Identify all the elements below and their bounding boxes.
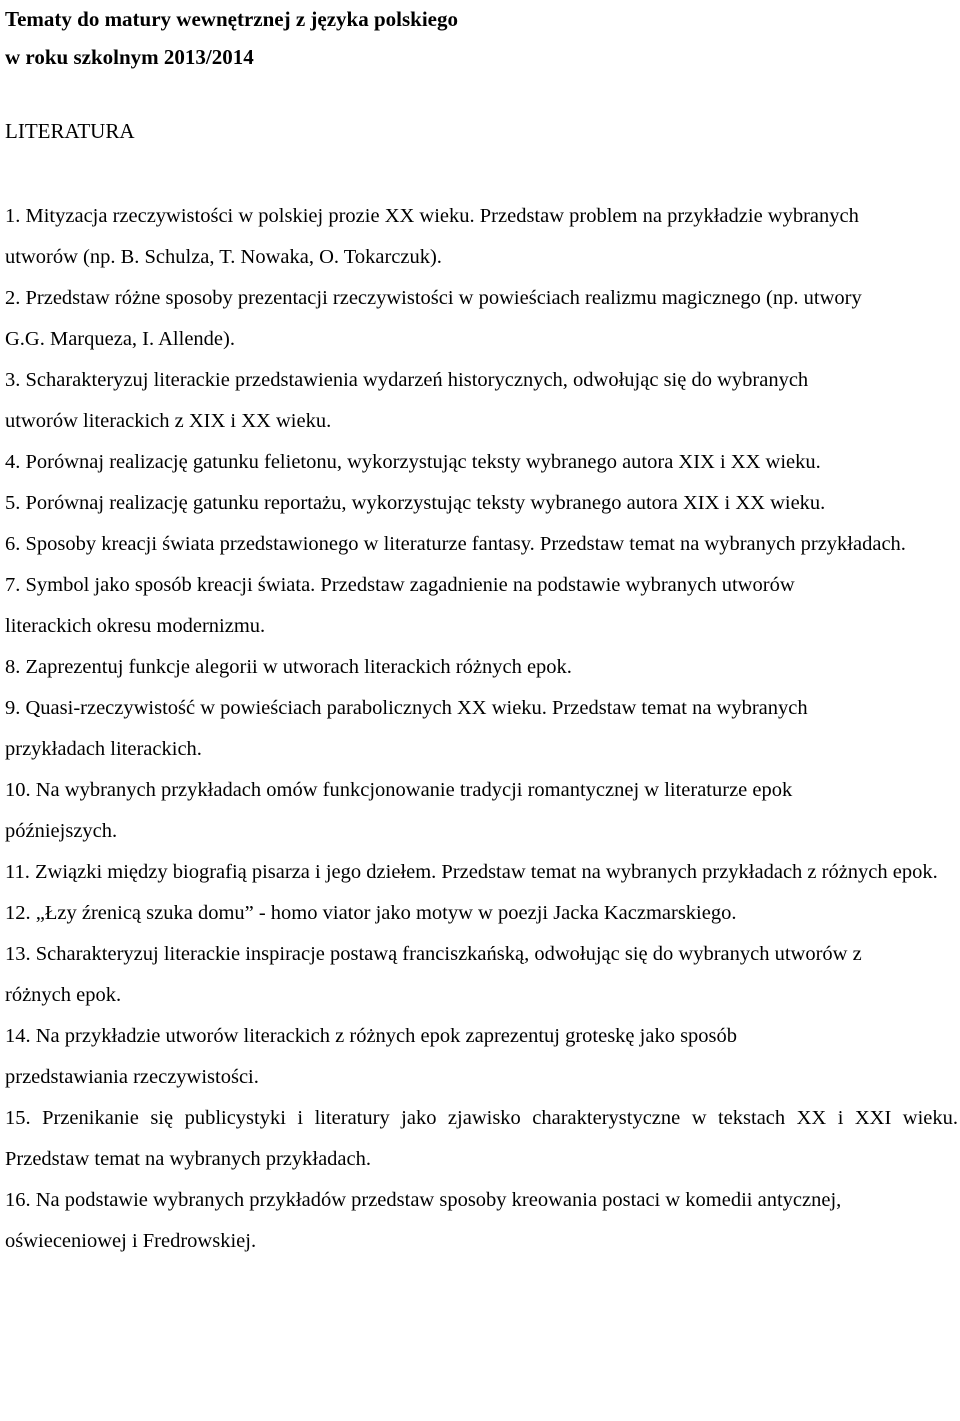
topic-item-2: 2. Przedstaw różne sposoby prezentacji rzeczywistości w powieściach realizmu magicznego (np. utwory G.G. Marqueza, I. Allende). bbox=[5, 287, 862, 350]
topic-item-1: 1. Mityzacja rzeczywistości w polskiej prozie XX wieku. Przedstaw problem na przykładzie wybranych utworów (np. B. Schulza, T. Nowaka, O. Tokarczuk). bbox=[5, 205, 859, 268]
topic-item-12: 12. „Łzy źrenicą szuka domu” - homo viator jako motyw w poezji Jacka Kaczmarskiego. bbox=[5, 902, 737, 924]
topic-item-9: 9. Quasi-rzeczywistość w powieściach parabolicznych XX wieku. Przedstaw temat na wybranych przykładach literackich. bbox=[5, 697, 808, 760]
topic-item-16: 16. Na podstawie wybranych przykładów przedstaw sposoby kreowania postaci w komedii antycznej, oświeceniowej i Fredrowskiej. bbox=[5, 1189, 842, 1252]
topic-list bbox=[5, 196, 958, 1262]
topic-item-4: 4. Porównaj realizację gatunku felietonu, wykorzystując teksty wybranego autora XIX i XX wieku. bbox=[5, 451, 821, 473]
topic-item-10: 10. Na wybranych przykładach omów funkcjonowanie tradycji romantycznej w literaturze epok późniejszych. bbox=[5, 779, 793, 842]
topic-item-14: 14. Na przykładzie utworów literackich z różnych epok zaprezentuj groteskę jako sposób przedstawiania rzeczywistości. bbox=[5, 1025, 738, 1088]
topic-item-7: 7. Symbol jako sposób kreacji świata. Przedstaw zagadnienie na podstawie wybranych utworów literackich okresu modernizmu. bbox=[5, 574, 795, 637]
topic-item-13: 13. Scharakteryzuj literackie inspiracje postawą franciszkańską, odwołując się do wybranych utworów z różnych epok. bbox=[5, 943, 862, 1006]
topic-item-3: 3. Scharakteryzuj literackie przedstawienia wydarzeń historycznych, odwołując się do wybranych utworów literackich z XIX i XX wieku. bbox=[5, 369, 809, 432]
document-title-line-1: Tematy do matury wewnętrznej z języka polskiego bbox=[5, 7, 458, 31]
document-title-line-2: w roku szkolnym 2013/2014 bbox=[5, 45, 254, 69]
topic-item-15: 15. Przenikanie się publicystyki i literatury jako zjawisko charakterystyczne w tekstach XX i XXI wieku. Przedstaw temat na wybranych przykładach. bbox=[5, 1107, 958, 1170]
document-title bbox=[5, 0, 458, 76]
section-heading: LITERATURA bbox=[5, 119, 135, 143]
topic-item-11: 11. Związki między biografią pisarza i jego dziełem. Przedstaw temat na wybranych przykładach z różnych epok. bbox=[5, 861, 938, 883]
topic-item-8: 8. Zaprezentuj funkcje alegorii w utworach literackich różnych epok. bbox=[5, 656, 572, 678]
topic-item-6: 6. Sposoby kreacji świata przedstawionego w literaturze fantasy. Przedstaw temat na wybranych przykładach. bbox=[5, 533, 906, 555]
topic-item-5: 5. Porównaj realizację gatunku reportażu, wykorzystując teksty wybranego autora XIX i XX wieku. bbox=[5, 492, 826, 514]
